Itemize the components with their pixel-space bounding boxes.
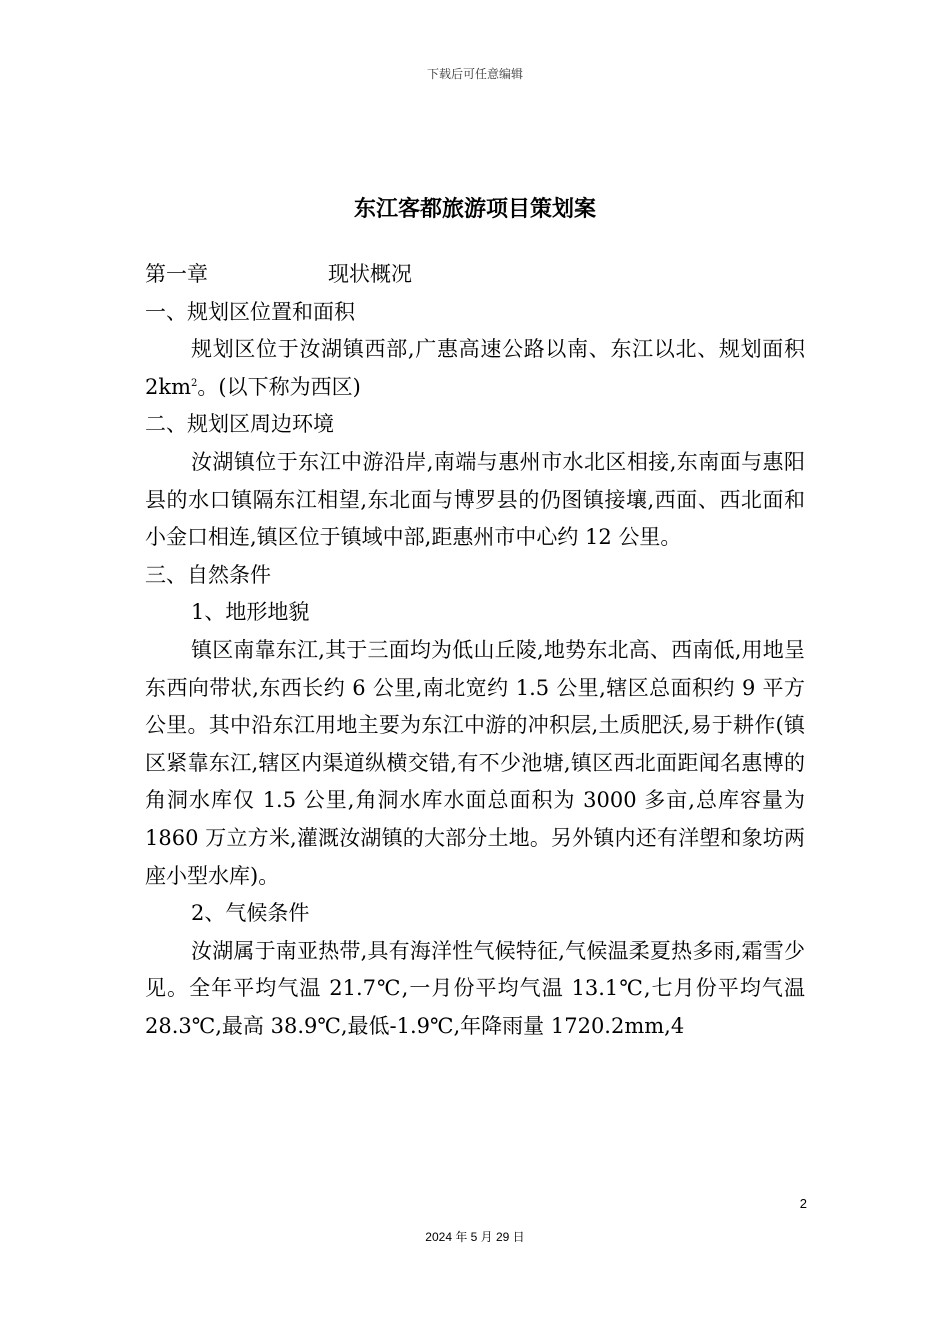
footer-date: 2024 年 5 月 29 日 [425, 1230, 525, 1244]
section-1-heading: 一、规划区位置和面积 [145, 299, 355, 324]
header-note: 下载后可任意编辑 [426, 67, 523, 81]
section-2-paragraph: 汝湖镇位于东江中游沿岸,南端与惠州市水北区相接,东南面与惠阳县的水口镇隔东江相望,东北面与博罗县的仍图镇接壤,西面、西北面和小金口相连,镇区位于镇域中部,距惠州市中心约 12 公里。 [145, 449, 805, 550]
chapter-name: 现状概况 [328, 262, 412, 286]
subsection-climate-paragraph: 汝湖属于南亚热带,具有海洋性气候特征,气候温柔夏热多雨,霜雪少见。全年平均气温 21.7℃,一月份平均气温 13.1℃,七月份平均气温 28.3℃,最高 38.9℃,最低-1.9℃,年降雨量 1720.2mm,4 [145, 938, 805, 1038]
subsection-climate-heading: 2、气候条件 [191, 901, 310, 926]
document-title: 东江客都旅游项目策划案 [353, 197, 596, 222]
section-2-heading: 二、规划区周边环境 [145, 412, 334, 437]
section-1-text: 规划区位于汝湖镇西部,广惠高速公路以南、东江以北、规划面积 2km [145, 337, 805, 399]
section-1-paragraph [145, 331, 805, 406]
area-unit-superscript: 2 [191, 377, 198, 389]
section-1-text-end: 。(以下称为西区) [197, 374, 361, 399]
chapter-heading [145, 256, 805, 294]
page-number: 2 [799, 1196, 807, 1211]
subsection-terrain-heading: 1、地形地貌 [191, 600, 310, 625]
chapter-number: 第一章 [145, 262, 208, 286]
section-3-heading: 三、自然条件 [145, 562, 271, 587]
document-body [145, 256, 805, 1045]
subsection-terrain-paragraph: 镇区南靠东江,其于三面均为低山丘陵,地势东北高、西南低,用地呈东西向带状,东西长约 6 公里,南北宽约 1.5 公里,辖区总面积约 9 平方公里。其中沿东江用地主要为东江中游的冲积层,土质肥沃,易于耕作(镇区紧靠东江,辖区内渠道纵横交错,有不少池塘,镇区西北面距闻名惠博的角洞水库仅 1.5 公里,角洞水库水面总面积为 3000 多亩,总库容量为 1860 万立方米,灌溉汝湖镇的大部分土地。另外镇内还有洋塱和象坊两座小型水库)。 [145, 637, 805, 888]
